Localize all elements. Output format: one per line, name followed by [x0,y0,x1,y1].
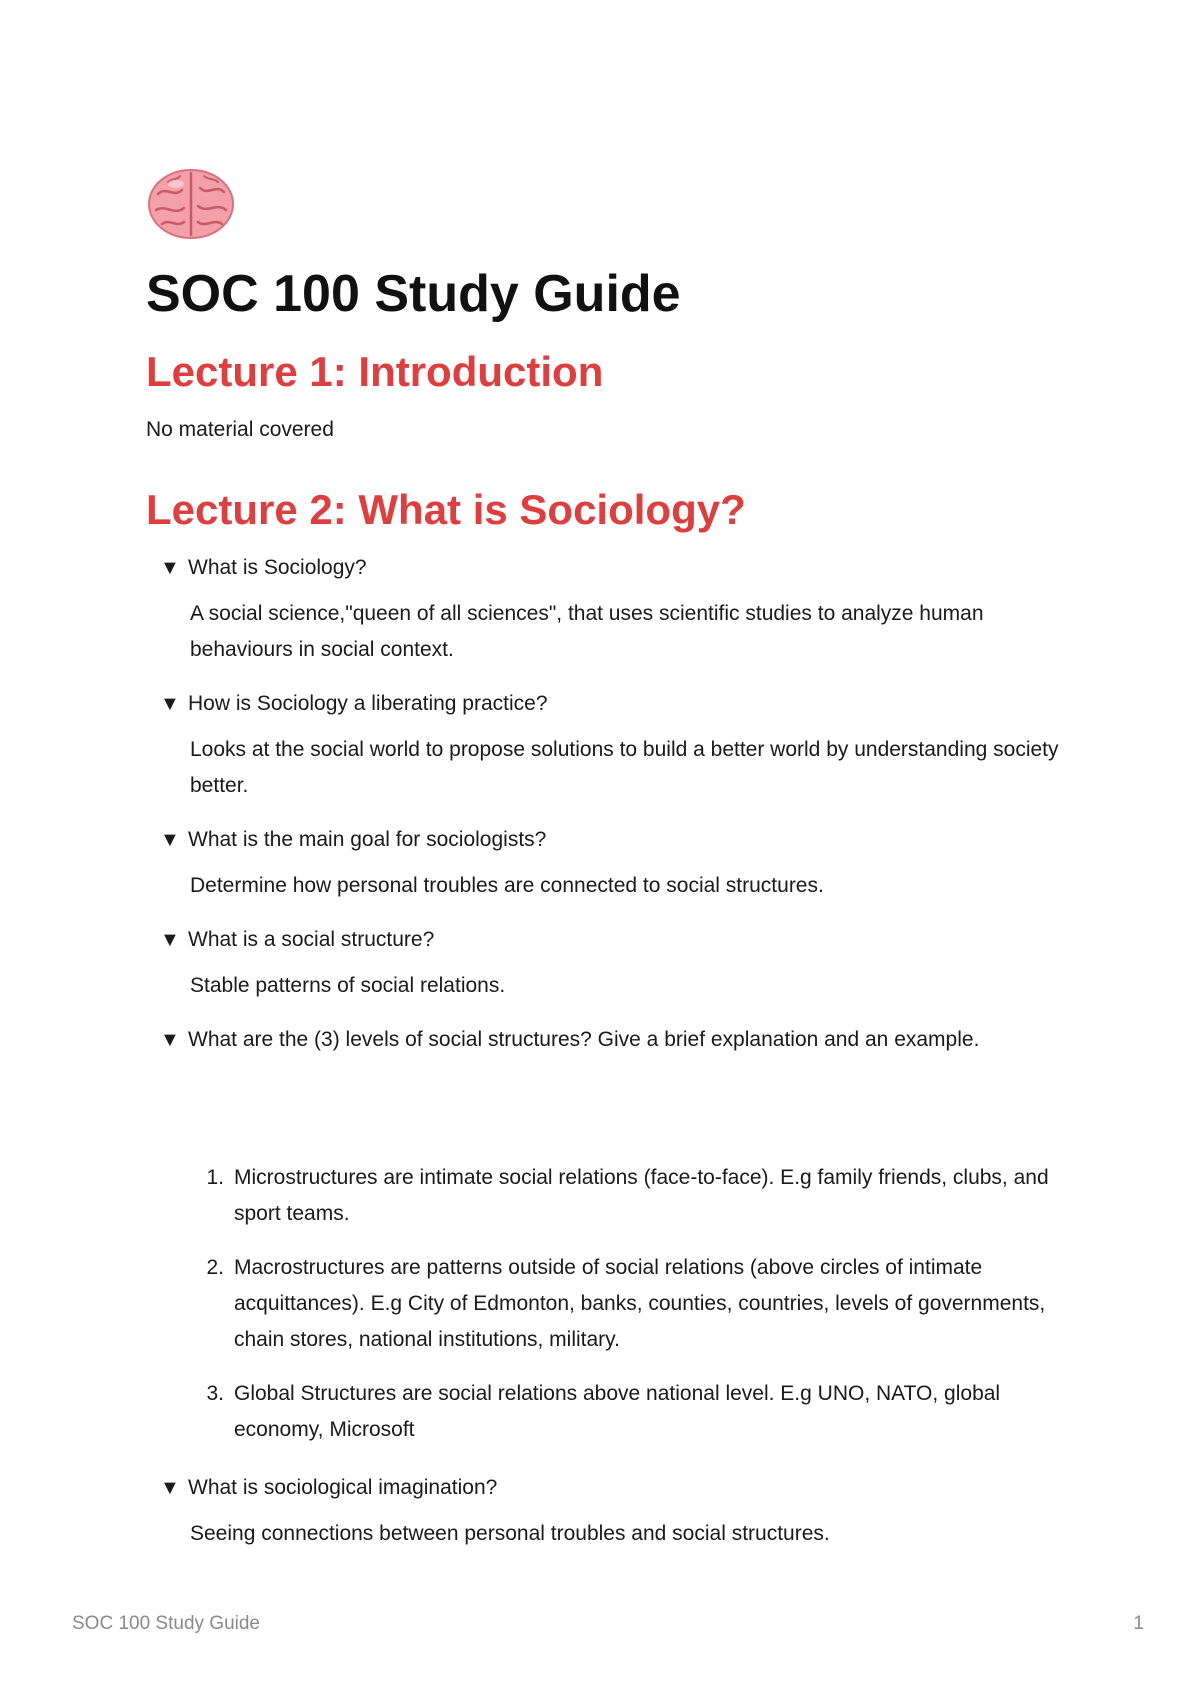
toggle-question: What is a social structure? [188,928,435,951]
toggle-answer: Seeing connections between personal troubles and social structures. [190,1522,830,1545]
toggle-question: What are the (3) levels of social structures? Give a brief explanation and an example. [188,1028,980,1051]
toggle-levels-of-structures[interactable] [160,1022,1040,1058]
toggle-answer: Stable patterns of social relations. [190,974,506,997]
lecture-2-heading: Lecture 2: What is Sociology? [146,486,746,533]
toggle-answer: Looks at the social world to propose solutions to build a better world by understanding society better. [190,738,1059,797]
list-item [200,1376,1080,1448]
list-text: Global Structures are social relations above national level. E.g UNO, NATO, global economy, Microsoft [234,1382,1001,1441]
list-number: 1. [206,1166,224,1189]
toggle-liberating-practice[interactable] [160,686,548,722]
toggle-arrow-icon[interactable]: ▼ [160,929,180,951]
lecture-1-text: No material covered [146,418,334,441]
toggle-question: What is the main goal for sociologists? [188,828,547,851]
toggle-question: What is sociological imagination? [188,1476,498,1499]
toggle-arrow-icon[interactable]: ▼ [160,557,180,579]
list-item [200,1250,1080,1358]
toggle-answer: A social science,"queen of all sciences", that uses scientific studies to analyze human behaviours in social context. [190,602,984,661]
toggle-what-is-sociology[interactable] [160,550,367,586]
toggle-arrow-icon[interactable]: ▼ [160,1477,180,1499]
toggle-arrow-icon[interactable]: ▼ [160,829,180,851]
list-number: 2. [206,1256,224,1279]
list-item [200,1160,1080,1232]
list-number: 3. [206,1382,224,1405]
toggle-answer: Determine how personal troubles are connected to social structures. [190,874,824,897]
toggle-arrow-icon[interactable]: ▼ [160,693,180,715]
toggle-social-structure[interactable] [160,922,434,958]
toggle-question: What is Sociology? [188,556,367,579]
toggle-arrow-icon[interactable]: ▼ [160,1029,180,1051]
toggle-main-goal[interactable] [160,822,546,858]
toggle-question: How is Sociology a liberating practice? [188,692,548,715]
footer-title: SOC 100 Study Guide [72,1613,260,1634]
page-number: 1 [1133,1613,1144,1634]
lecture-1-heading: Lecture 1: Introduction [146,348,604,395]
list-text: Macrostructures are patterns outside of social relations (above circles of intimate acquittances). E.g City of Edmonton, banks, counties, countries, levels of governments, chain stores, national institutions, military. [234,1256,1046,1351]
brain-icon [146,164,236,240]
toggle-sociological-imagination[interactable] [160,1470,497,1506]
page-title: SOC 100 Study Guide [146,265,681,323]
list-text: Microstructures are intimate social relations (face-to-face). E.g family friends, clubs, and sport teams. [234,1166,1049,1225]
